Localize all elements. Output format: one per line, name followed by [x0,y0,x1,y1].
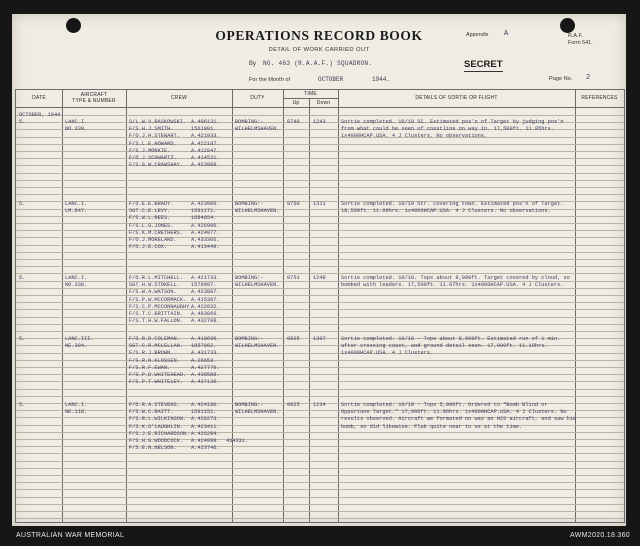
ruled-line [16,468,624,469]
page-label: Page No. [549,76,573,82]
by-label: By [249,61,257,67]
record-page [12,14,626,526]
row-crew: F/O.R.A.STEVENS. F/S.W.C.RAITT. F/S.R.L.WILKINSON. F/S.K.O'LAUGHLIN. F/S.J.E.RICHARDSON. F/S.H.G.WOODCOCK. F/S.E.N.NELSON. [129,402,190,452]
ruled-line [16,309,624,310]
ruled-line [16,180,624,181]
ruled-line [16,331,624,332]
ruled-line [16,144,624,145]
col-time-up: Up [292,100,300,106]
form-subtitle: DETAIL OF WORK CARRIED OUT [268,47,370,53]
ruled-line [16,396,624,397]
row-time-up: 0825 [287,402,300,408]
row-aircraft: LANC.I. LM.847. [65,201,88,215]
ruled-line [16,367,624,368]
row-crew-numbers: A.406131. 1561901. A.421033. A.422187. A.412847. A.414531. A.423988. [191,119,220,169]
row-crew: F/O.E.E.BRADY. SGT.C.E.LEVY. F/S.W.L.REES. F/S.L.G.JONES. F/S.K.M.CRETHERS. F/O.J.MORELAND. F/O.J.E.COX. [129,201,184,251]
col-date: DATE [32,95,46,101]
appendix-label: Appendix [466,32,489,38]
col-references: REFERENCES [581,95,618,101]
ruled-line [16,252,624,253]
ruled-line [16,482,624,483]
ruled-line [16,259,624,260]
ruled-line [16,475,624,476]
row-time-down: 1307 [313,336,326,342]
col-time: TIME [304,91,317,97]
squadron-name: NO. 463 (R.A.A.F.) SQUADRON. [263,60,373,67]
row-duty: BOMBING:- WILHELMSHAVEN. [235,336,280,350]
month-value: OCTOBER [318,76,344,83]
row-date: 5. [19,336,26,342]
row-aircraft: LANC.I. NO.338. [65,275,88,289]
row-time-up: 0751 [287,275,300,281]
ruled-line [16,446,624,447]
ruled-line [16,230,624,231]
form-label-raf: R.A.F. [568,33,583,39]
row-duty: BOMBING:- WILHELMSHAVEN. [235,402,280,416]
form-label-541: Form 541. [568,40,593,46]
row-crew-numbers: A.423906. 1591171. 1684854. A.426906. A.424977. A.433366. A.413449. [191,201,220,251]
ruled-line [16,115,624,116]
appendix-value: A [504,30,509,38]
row-details: Sortie completed. 10/10. Tops about 8,000ft. Target covered by cloud, so bombed with leaders. 17,500ft. 11.07hrs. 1x4000HCAP.USA. 4 J Clusters. [341,275,570,289]
row-time-down: 1248 [313,275,326,281]
row-time-up: 0749 [287,119,300,125]
row-crew-numbers: A.418696. 1857862. A.431733. A.26653. A.427770. A.439588. A.437136. [191,336,220,386]
month-label: For the Month of [249,77,291,83]
row-time-down: 1243 [313,119,326,125]
year-value: 1944. [372,76,391,83]
row-details: Sortie completed. 10/10 Str. covering town. Estimated pos'n of Target. 18,500ft. 11.09hrs. 1x4000HCAP.USA. 4 J Clusters. No observations. [341,201,564,215]
col-details: DETAILS OF SORTIE OR FLIGHT [415,95,498,101]
ruled-line [16,216,624,217]
row-time-up: 0825 [287,336,300,342]
row-details: Sortie completed. 10/10 - Tops 5,000ft. Ordered to "Bomb Blind or Opportune Target." 17,000ft. 11.06hrs. 1x4000HCAP.USA. 4 J Clusters. No results observed. Aircraft we formated on was an H2S aircraft, and saw him bomb, so did likewise. Flak quite near to us at the time. [341,402,577,430]
ruled-line [16,461,624,462]
ruled-line [16,165,624,166]
ruled-line [16,360,624,361]
row-details: Sortie completed. 10/10 SC. Estimated pos'n of Target by judging pos'n from what could be seen of coastline on way in. 17,500ft. 11.05hrs. 1x4000HCAP.USA. 4 J Clusters. No observations. [341,119,564,140]
row-crew-numbers: A.421733. 1579997. A.423887. A.415387. A.422032. A.483866. A.432708. [191,275,220,325]
ruled-line [16,237,624,238]
ruled-line [16,518,624,519]
row-crew: S/L.W.V.RASKOWSKI. F/S.H.J.SMITH. F/O.J.H.STEWART. F/S.L.E.HOWARD. F/S.J.MONKIE. F/O.J.SCHWARTZ. F/S.G.W.CRAWSHAY. [129,119,187,169]
ruled-line [16,245,624,246]
row-crew: F/O.R.L.MITCHELL. SGT.H.W.STOKELL. F/S.W.A.WATSON. F/S.P.W.MCCORMACK. F/S.C.P.MCCONNAUGHY. F/S.T.C.BRITTAIN. F/S.T.H.W.FALLON. [129,275,193,325]
ruled-line [16,295,624,296]
row-date: OCTOBER, 1944. 5. [19,112,64,126]
ruled-line [16,324,624,325]
ruled-line [16,151,624,152]
row-time-up: 0750 [287,201,300,207]
col-duty: DUTY [250,95,265,101]
ruled-line [16,194,624,195]
ruled-line [16,497,624,498]
row-date: 5. [19,402,26,408]
ruled-line [16,223,624,224]
record-table [15,89,625,523]
ruled-line [16,187,624,188]
form-title: OPERATIONS RECORD BOOK [215,28,423,43]
ruled-line [16,302,624,303]
ruled-line [16,489,624,490]
ruled-line [16,317,624,318]
ruled-line [16,158,624,159]
row-date: 5. [19,201,26,207]
ruled-line [16,504,624,505]
form-number [568,33,593,47]
ruled-line [16,432,624,433]
row-crew: F/O.R.D.COLEMAN. SGT.C.R.MCLELLAN. F/S.R.J.BROWN. F/S.R.N.KLOSSEN. F/S.R.F.EWAN. F/S.P.D.WHITEHEAD. F/S.P.T.WHITELEY. [129,336,187,386]
ruled-line [16,173,624,174]
row-crew-numbers: A.424180. 1591151. A.428273. A.423411. A.426284. A.424999. 434331. A.423746. [191,402,249,452]
ruled-line [16,439,624,440]
ruled-line [16,381,624,382]
row-aircraft: LANC.III. NE.394. [65,336,94,350]
row-time-down: 1311 [313,201,326,207]
row-duty: BOMBING:- WILHELMSHAVEN. [235,119,280,133]
archive-name: AUSTRALIAN WAR MEMORIAL [16,532,125,539]
row-duty: BOMBING:- WILHELMSHAVEN. [235,275,280,289]
ruled-line [16,374,624,375]
ruled-line [16,511,624,512]
ruled-line [16,453,624,454]
row-details: Sortie completed. 10/10 - Tops about 8,000ft. Estimated run of 1 min. after crossing coast, and ground detail seen. 17,000ft. 11.10hrs. 1x4000HCAP.USA. 4 J Clusters. [341,336,561,357]
page-number: 2 [586,74,591,82]
col-crew: CREW [170,95,188,101]
row-time-down: 1234 [313,402,326,408]
accession-number: AWM2020.18.360 [570,532,630,539]
col-time-down: Down [316,100,331,106]
ruled-line [16,389,624,390]
ruled-line [16,266,624,267]
row-date: 5. [19,275,26,281]
row-aircraft: LANC.I. NE.118. [65,402,88,416]
row-duty: BOMBING:- WILHELMSHAVEN. [235,201,280,215]
row-aircraft: LANC.I. NO.330. [65,119,88,133]
secret-stamp: SECRET [464,59,503,70]
col-aircraft: AIRCRAFT TYPE & NUMBER [72,92,116,104]
